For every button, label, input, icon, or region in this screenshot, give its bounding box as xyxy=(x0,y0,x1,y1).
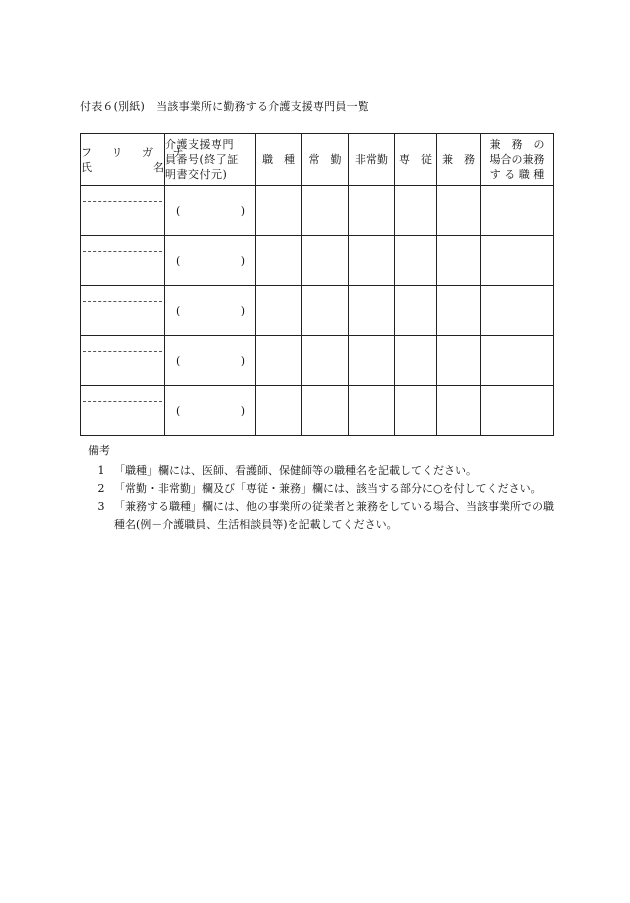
header-furigana: フ リ ガ ナ xyxy=(81,145,192,159)
job-type-cell[interactable] xyxy=(256,286,302,336)
remark-note xyxy=(88,462,558,480)
concurrent-job-cell[interactable] xyxy=(481,336,554,386)
close-paren: ) xyxy=(240,404,245,417)
header-shi: 氏 xyxy=(81,160,92,174)
close-paren: ) xyxy=(240,354,245,367)
remark-number: 1 xyxy=(97,464,105,477)
full-time-cell[interactable] xyxy=(302,236,349,286)
part-time-cell[interactable] xyxy=(349,336,395,386)
name-cell[interactable] xyxy=(81,186,165,236)
remark-text: 「兼務する職種」欄には、他の事業所の従業者と兼務をしている場合、当該事業所での職種名(例－介護職員、生活相談員等)を記載してください。 xyxy=(114,500,554,531)
table-row xyxy=(81,186,554,236)
table-row xyxy=(81,336,554,386)
furigana-divider xyxy=(83,251,162,252)
header-concurrent: 兼 務 xyxy=(437,134,481,186)
furigana-divider xyxy=(83,301,162,302)
concurrent-cell[interactable] xyxy=(437,386,481,436)
header-job-type: 職 種 xyxy=(256,134,302,186)
remark-number: 3 xyxy=(97,500,105,513)
header-full-time: 常 勤 xyxy=(302,134,349,186)
concurrent-job-cell[interactable] xyxy=(481,386,554,436)
close-paren: ) xyxy=(240,304,245,317)
concurrent-cell[interactable] xyxy=(437,186,481,236)
remark-note xyxy=(88,480,558,498)
remark-note xyxy=(88,498,558,534)
certificate-number-cell[interactable] xyxy=(165,236,256,286)
concurrent-job-cell[interactable] xyxy=(481,286,554,336)
job-type-cell[interactable] xyxy=(256,236,302,286)
header-certificate-number: 介護支援専門 員番号(終了証 明書交付元) xyxy=(165,134,256,186)
table-row xyxy=(81,286,554,336)
name-cell[interactable] xyxy=(81,336,165,386)
open-paren: ( xyxy=(176,254,181,267)
name-cell[interactable] xyxy=(81,286,165,336)
remark-number: 2 xyxy=(97,482,105,495)
job-type-cell[interactable] xyxy=(256,186,302,236)
open-paren: ( xyxy=(176,204,181,217)
open-paren: ( xyxy=(176,404,181,417)
furigana-divider xyxy=(83,201,162,202)
remark-text: 「職種」欄には、医師、看護師、保健師等の職種名を記載してください。 xyxy=(114,464,477,477)
remark-text: 「常勤・非常勤」欄及び「専従・兼務」欄には、該当する部分に○を付してください。 xyxy=(114,482,542,495)
dedicated-cell[interactable] xyxy=(395,186,437,236)
certificate-number-cell[interactable] xyxy=(165,286,256,336)
dedicated-cell[interactable] xyxy=(395,286,437,336)
table-header-row xyxy=(81,134,554,186)
furigana-divider xyxy=(83,401,162,402)
open-paren: ( xyxy=(176,304,181,317)
header-mei: 名 xyxy=(153,160,164,174)
certificate-number-cell[interactable] xyxy=(165,336,256,386)
name-cell[interactable] xyxy=(81,386,165,436)
full-time-cell[interactable] xyxy=(302,286,349,336)
furigana-divider xyxy=(83,351,162,352)
concurrent-job-cell[interactable] xyxy=(481,236,554,286)
job-type-cell[interactable] xyxy=(256,386,302,436)
part-time-cell[interactable] xyxy=(349,186,395,236)
dedicated-cell[interactable] xyxy=(395,386,437,436)
concurrent-job-cell[interactable] xyxy=(481,186,554,236)
concurrent-cell[interactable] xyxy=(437,236,481,286)
close-paren: ) xyxy=(240,204,245,217)
remarks xyxy=(88,442,558,534)
remarks-title: 備考 xyxy=(88,444,110,457)
concurrent-cell[interactable] xyxy=(437,336,481,386)
part-time-cell[interactable] xyxy=(349,286,395,336)
table-row xyxy=(81,236,554,286)
page-title: 付表６(別紙) 当該事業所に勤務する介護支援専門員一覧 xyxy=(80,100,369,113)
header-dedicated: 専 従 xyxy=(395,134,437,186)
name-cell[interactable] xyxy=(81,236,165,286)
close-paren: ) xyxy=(240,254,245,267)
care-manager-table xyxy=(80,133,554,436)
header-concurrent-job: 兼 務 の 場合の兼務 す る 職 種 xyxy=(481,134,554,186)
full-time-cell[interactable] xyxy=(302,386,349,436)
header-name xyxy=(81,134,192,186)
part-time-cell[interactable] xyxy=(349,236,395,286)
certificate-number-cell[interactable] xyxy=(165,386,256,436)
dedicated-cell[interactable] xyxy=(395,236,437,286)
table-row xyxy=(81,386,554,436)
part-time-cell[interactable] xyxy=(349,386,395,436)
job-type-cell[interactable] xyxy=(256,336,302,386)
full-time-cell[interactable] xyxy=(302,186,349,236)
certificate-number-cell[interactable] xyxy=(165,186,256,236)
dedicated-cell[interactable] xyxy=(395,336,437,386)
full-time-cell[interactable] xyxy=(302,336,349,386)
open-paren: ( xyxy=(176,354,181,367)
header-part-time: 非常勤 xyxy=(349,134,395,186)
concurrent-cell[interactable] xyxy=(437,286,481,336)
